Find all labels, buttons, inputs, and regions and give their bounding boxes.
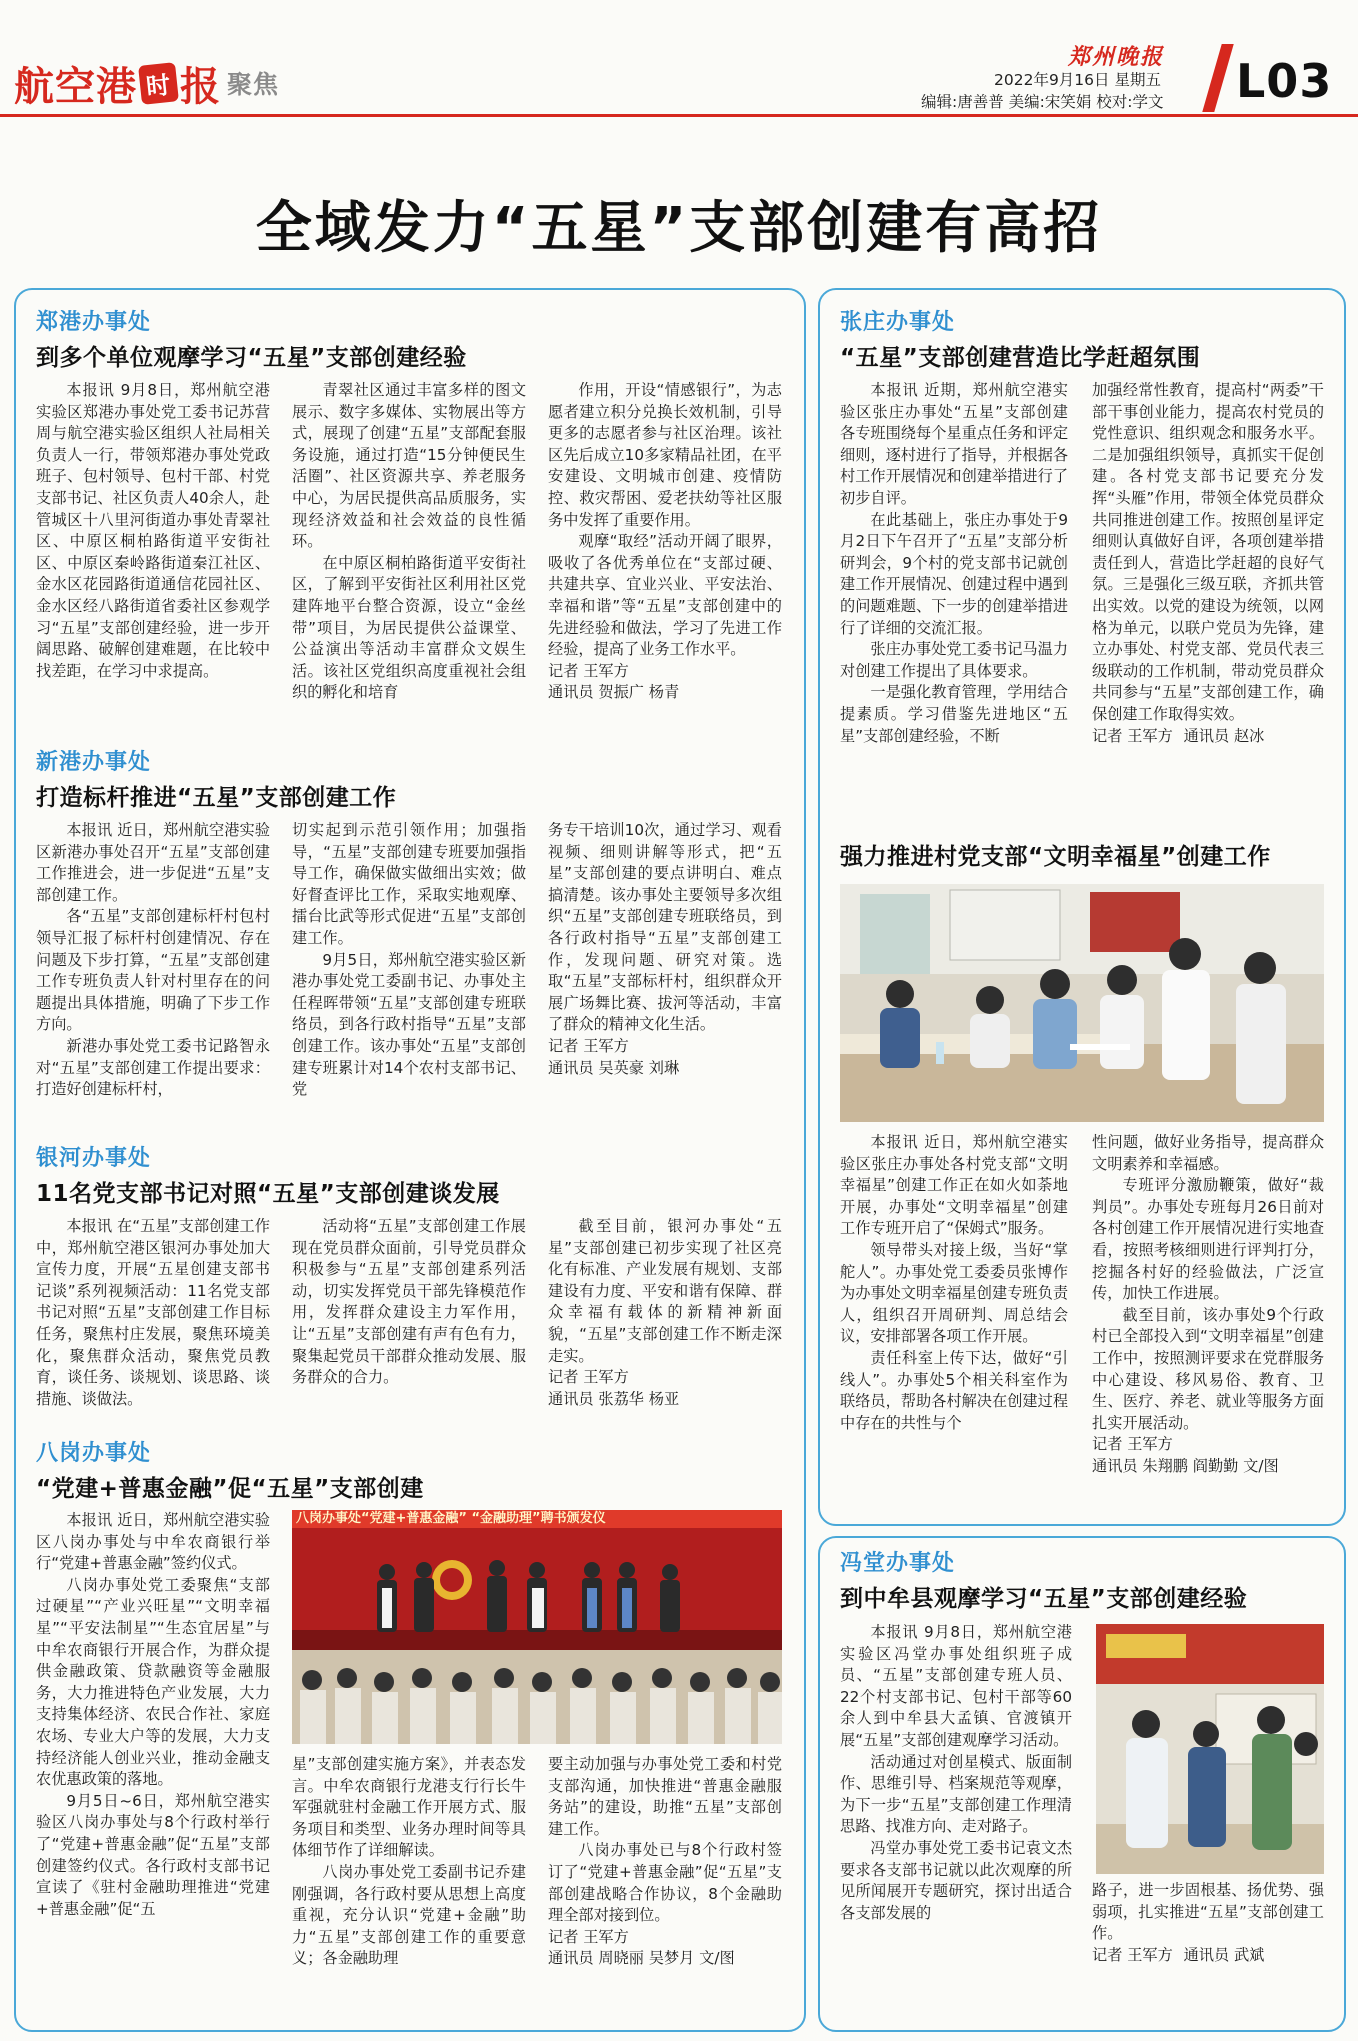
bagang-para: 八岗办事处党工委聚焦“支部过硬星”“产业兴旺星”“文明幸福星”“平安法制星”“生态宜居星”与中牟农商银行开展合作，为群众提供金融政策、贷款融资等金融服务，大力推进特色产业发展，大力支持集体经济、农民合作社、家庭农场、专业大户等的发展，大力支持经济能人创业兴业，推动金融支农优惠政策的落地。: [36, 1575, 270, 1789]
zhangzhuang-byline: [1092, 726, 1324, 748]
zhenggang-dept-label: 郑港办事处: [36, 310, 152, 335]
wenming-para: 责任科室上传下达，做好“引线人”。办事处5个相关科室作为联络员，帮助各村解决在创建过程中存在的共性与个: [840, 1348, 1068, 1432]
zhangzhuang-correspondent: 通讯员 赵冰: [1183, 726, 1265, 745]
wenming-para: 性问题，做好业务指导，提高群众文明素养和幸福感。: [1092, 1133, 1324, 1173]
zhangzhuang-reporter: 记者 王军方: [1092, 726, 1173, 745]
xingang-para: 新港办事处党工委书记路智永对“五星”支部创建工作提出要求：打造好创建标杆村，: [36, 1036, 270, 1099]
fengtang-headline: 到中牟县观摩学习“五星”支部创建经验: [840, 1586, 1248, 1612]
yinhe-headline: 11名党支部书记对照“五星”支部创建谈发展: [36, 1181, 500, 1207]
xingang-headline: 打造标杆推进“五星”支部创建工作: [36, 785, 397, 811]
zhenggang-correspondent: 通讯员 贺振广 杨青: [548, 683, 680, 702]
bagang-dept-label: 八岗办事处: [36, 1441, 152, 1466]
yinhe-reporter: 记者 王军方: [548, 1368, 629, 1387]
xingang-para: 各“五星”支部创建标杆村包村领导汇报了标杆村创建情况、存在问题及下步打算，“五星”支部创建工作专班负责人针对村里存在的问题提出具体措施，明确了下步工作方向。: [36, 907, 270, 1034]
bagang-para: 八岗办事处党工委副书记乔建刚强调，各行政村要从思想上高度重视，充分认识“党建+金融”助力“五星”支部创建工作的重要意义；各金融助理: [292, 1862, 526, 1968]
zhenggang-col-2: [292, 380, 526, 722]
zhenggang-para: 观摩“取经”活动开阔了眼界，吸收了各优秀单位在“支部过硬、共建共享、宜业兴业、平安法治、幸福和谐”等“五星”支部创建中的先进经验和做法，学习了先进工作经验，提高了业务工作水平。: [548, 532, 782, 659]
wenming-consultation-photo: [840, 884, 1324, 1122]
section-name: [14, 54, 279, 112]
wenming-headline: 强力推进村党支部“文明幸福星”创建工作: [840, 844, 1271, 870]
issue-date: 2022年9月16日 星期五: [994, 71, 1161, 89]
page-number: L03: [1236, 54, 1333, 108]
bagang-para: 9月5日~6日，郑州航空港实验区八岗办事处与8个行政村举行了“党建+普惠金融”促“五星”支部创建签约仪式。各行政村支部书记宣读了《驻村金融助理推进“党建+普惠金融”促“五: [36, 1791, 270, 1918]
zhenggang-para: 作用，开设“情感银行”，为志愿者建立积分兑换长效机制，引导更多的志愿者参与社区治理。该社区先后成立10多家精品社团，在平安建设、文明城市创建、疫情防控、救灾帮困、爱老扶幼等社区服务中发挥了重要作用。: [548, 381, 782, 529]
fengtang-observation-photo: [1096, 1624, 1324, 1874]
zhenggang-para: 青翠社区通过丰富多样的图文展示、数字多媒体、实物展出等方式，展现了创建“五星”支部配套服务设施，通过打造“15分钟便民生活圈”、社区资源共享、养老服务中心，为居民提供高品质服务，实现经济效益和社会效益的良性循环。: [292, 381, 526, 551]
zhangzhuang-para: 加强经常性教育，提高村“两委”干部干事创业能力，提高农村党员的党性意识、组织观念和服务水平。二是加强组织领导，真抓实干促创建。各村党支部书记要充分发挥“头雁”作用，带领全体党员群众共同推进创建工作。按照创星评定细则认真做好自评，各项创建举措责任到人，营造比学赶超的良好气氛。三是强化三级互联，齐抓共管出实效。以党的建设为统领，以网格为单元，以联户党员为先锋，建立办事处、村党支部、党员代表三级联动的工作机制，带动党员群众共同参与“五星”支部创建工作，确保创建工作取得实效。: [1092, 381, 1324, 723]
xingang-para: 切实起到示范引领作用；加强指导，“五星”支部创建专班要加强指导工作，确保做实做细出实效；做好督查评比工作，采取实地观摩、擂台比武等形式促进“五星”支部创建工作。: [292, 821, 526, 947]
bagang-col-3: [548, 1754, 782, 2022]
fengtang-para: 活动通过对创星模式、版面制作、思维引导、档案规范等观摩，为下一步“五星”支部创建工作理清思路、找准方向、走对路子。: [840, 1752, 1072, 1836]
paper-logo: 郑州晚报: [1068, 44, 1165, 70]
zhenggang-col-1: [36, 380, 270, 722]
wenming-para: 领导带头对接上级，当好“掌舵人”。办事处党工委委员张博作为办事处文明幸福星创建专班负责人，组织召开周研判、周总结会议，安排部署各项工作开展。: [840, 1240, 1068, 1346]
bagang-signing-ceremony-photo: [292, 1510, 782, 1744]
fengtang-col-1: [840, 1622, 1072, 2022]
bagang-correspondent: 通讯员 周晓丽 吴梦月 文/图: [548, 1949, 735, 1968]
yinhe-para: 截至目前，银河办事处“五星”支部创建已初步实现了社区亮化有标准、产业发展有规划、支部建设有力度、平安和谐有保障、群众幸福有载体的新精神新面貌，“五星”支部创建工作不断走深走实。: [548, 1217, 782, 1365]
section-name-part1: 航空港: [14, 63, 137, 110]
yinhe-para: 本报讯 在“五星”支部创建工作中，郑州航空港区银河办事处加大宣传力度，开展“五星创建支部书记谈”系列视频活动：11名党支部书记对照“五星”支部创建工作目标任务，聚焦村庄发展，聚焦环境美化，聚焦群众活动，聚焦党员教育，谈任务、谈规划、谈思路、谈措施、谈做法。: [36, 1217, 270, 1408]
wenming-photo-scene: [840, 884, 1324, 1122]
fengtang-para: 本报讯 9月8日，郑州航空港实验区冯堂办事处组织班子成员、“五星”支部创建专班人员、22个村支部书记、包村干部等60余人到中牟县大孟镇、官渡镇开展“五星”支部创建观摩学习活动。: [840, 1623, 1072, 1749]
masthead: [0, 0, 1358, 118]
wenming-col-2: [1092, 1132, 1324, 1512]
fengtang-col-2: [1092, 1880, 1324, 2022]
zhenggang-para: 在中原区桐柏路街道平安街社区，了解到平安街社区利用社区党建阵地平台整合资源，设立“金丝带”项目，为居民提供公益课堂、公益演出等活动丰富群众文娱生活。该社区党组织高度重视社会组织的孵化和培育: [292, 553, 526, 702]
fengtang-dept-label: 冯堂办事处: [840, 1551, 956, 1576]
bagang-photo-scene: [292, 1510, 782, 1744]
fengtang-byline: [1092, 1945, 1324, 1967]
page-divider-slash: [1202, 44, 1233, 112]
bagang-para: 八岗办事处已与8个行政村签订了“党建+普惠金融”促“五星”支部创建战略合作协议，8个金融助理全部对接到位。: [548, 1841, 782, 1925]
section-name-part2: 报: [180, 63, 221, 110]
xingang-dept-label: 新港办事处: [36, 750, 152, 775]
xingang-para: 务专干培训10次，通过学习、观看视频、细则讲解等形式，把“五星”支部创建的要点讲明白、难点搞清楚。该办事处主要领导多次组织“五星”支部创建专班联络员，到各行政村指导“五星”支部创建工作，发现问题、研究对策。选取“五星”支部标杆村，组织群众开展广场舞比赛、拔河等活动，丰富了群众的精神文化生活。: [548, 821, 782, 1034]
bagang-para: 本报讯 近日，郑州航空港实验区八岗办事处与中牟农商银行举行“党建+普惠金融”签约仪式。: [36, 1511, 270, 1573]
yinhe-correspondent: 通讯员 张荔华 杨亚: [548, 1389, 680, 1408]
fengtang-photo-scene: [1096, 1624, 1324, 1874]
fengtang-para: 路子，进一步固根基、扬优势、强弱项，扎实推进“五星”支部创建工作。: [1092, 1881, 1324, 1943]
zhangzhuang-para: 本报讯 近期，郑州航空港实验区张庄办事处“五星”支部创建各专班围绕每个星重点任务和评定细则，逐村进行了指导，并根据各村工作开展情况和创建举措进行了初步自评。: [840, 381, 1068, 507]
zhangzhuang-headline: “五星”支部创建营造比学赶超氛围: [840, 345, 1201, 371]
zhenggang-para: 本报讯 9月8日，郑州航空港实验区郑港办事处党工委书记苏营周与航空港实验区组织人社局相关负责人一行，带领郑港办事处党政班子、包村领导、包村干部、村党支部书记、社区负责人40余人，赴管城区十八里河街道办事处青翠社区、中原区桐柏路街道平安街社区、中原区秦岭路街道秦江社区、金水区花园路街道通信花园社区、金水区经八路街道省委社区参观学习“五星”支部创建经验，进一步开阔思路、破解创建难题，在比较中找差距，在学习中求提高。: [36, 381, 270, 680]
section-tag-badge: 时: [138, 62, 179, 105]
wenming-para: 本报讯 近日，郑州航空港实验区张庄办事处各村党支部“文明幸福星”创建工作正在如火如荼地开展，办事处“文明幸福星”创建工作专班开启了“保姆式”服务。: [840, 1133, 1068, 1238]
yinhe-col-1: [36, 1216, 270, 1434]
yinhe-para: 活动将“五星”支部创建工作展现在党员群众面前，引导党员群众积极参与“五星”支部创建系列活动，切实发挥党员干部先锋模范作用，发挥群众建设主力军作用，让“五星”支部创建有声有色有力，聚集起党员干部群众推动发展、服务群众的合力。: [292, 1217, 526, 1387]
zhangzhuang-para: 一是强化教育管理，学用结合提素质。学习借鉴先进地区“五星”支部创建经验，不断: [840, 683, 1068, 745]
bagang-photo-banner-text: 八岗办事处“党建+普惠金融” “金融助理”聘书颁发仪: [296, 1511, 606, 1526]
zhangzhuang-dept-label: 张庄办事处: [840, 310, 956, 335]
zhenggang-col-3: [548, 380, 782, 722]
bagang-para: 要主动加强与办事处党工委和村党支部沟通，加快推进“普惠金融服务站”的建设，助推“五星”支部创建工作。: [548, 1755, 782, 1838]
wenming-para: 截至目前，该办事处9个行政村已全部投入到“文明幸福星”创建工作中，按照测评要求在党群服务中心建设、移风易俗、教育、卫生、医疗、养老、就业等服务方面扎实开展活动。: [1092, 1305, 1324, 1432]
xingang-para: 9月5日，郑州航空港实验区新港办事处党工委副书记、办事处主任程晖带领“五星”支部创建专班联络员，到各行政村指导“五星”支部创建工作。该办事处“五星”支部创建专班累计对14个农村支部书记、党: [292, 950, 526, 1099]
yinhe-dept-label: 银河办事处: [36, 1146, 152, 1171]
xingang-correspondent: 通讯员 吴英豪 刘琳: [548, 1058, 680, 1077]
wenming-reporter: 记者 王军方: [1092, 1435, 1173, 1454]
zhangzhuang-para: 在此基础上，张庄办事处于9月2日下午召开了“五星”支部分析研判会，9个村的党支部书记就创建工作开展情况、创建过程中遇到的问题难题、下一步的创建举措进行了详细的交流汇报。: [840, 510, 1068, 637]
zhenggang-headline: 到多个单位观摩学习“五星”支部创建经验: [36, 345, 467, 371]
xingang-col-1: [36, 820, 270, 1118]
zhangzhuang-para: 张庄办事处党工委书记马温力对创建工作提出了具体要求。: [840, 640, 1068, 680]
wenming-correspondent: 通讯员 朱翔鹏 阎勤勤 文/图: [1092, 1456, 1279, 1475]
zhangzhuang-col-2: [1092, 380, 1324, 808]
xingang-para: 本报讯 近日，郑州航空港实验区新港办事处召开“五星”支部创建工作推进会，进一步促进“五星”支部创建工作。: [36, 821, 270, 904]
masthead-rule: [0, 114, 1358, 117]
xingang-col-3: [548, 820, 782, 1118]
zhangzhuang-col-1: [840, 380, 1068, 808]
fengtang-para: 冯堂办事处党工委书记袁文杰要求各支部书记就以此次观摩的所见所闻展开专题研究，探讨出适合各支部发展的: [840, 1838, 1072, 1922]
main-title: 全域发力“五星”支部创建有高招: [255, 196, 1103, 261]
bagang-para: 星”支部创建实施方案》，并表态发言。中牟农商银行龙港支行行长牛军强就驻村金融工作开展方式、服务项目和类型、业务办理时间等具体细节作了详细解读。: [292, 1755, 526, 1860]
yinhe-col-2: [292, 1216, 526, 1434]
zhenggang-reporter: 记者 王军方: [548, 661, 629, 680]
section-subtitle: 聚焦: [227, 70, 280, 99]
bagang-col-1: [36, 1510, 270, 2022]
bagang-reporter: 记者 王军方: [548, 1927, 629, 1946]
bagang-headline: “党建+普惠金融”促“五星”支部创建: [36, 1476, 424, 1502]
yinhe-col-3: [548, 1216, 782, 1434]
fengtang-correspondent: 通讯员 武斌: [1183, 1945, 1265, 1964]
wenming-col-1: [840, 1132, 1068, 1512]
fengtang-reporter: 记者 王军方: [1092, 1945, 1173, 1964]
wenming-para: 专班评分激励鞭策，做好“裁判员”。办事处专班每月26日前对各村创建工作开展情况进行实地查看，按照考核细则进行评判打分，挖掘各村好的经验做法，广泛宣传，加快工作进展。: [1092, 1176, 1324, 1303]
bagang-col-2: [292, 1754, 526, 2022]
xingang-col-2: [292, 820, 526, 1118]
xingang-reporter: 记者 王军方: [548, 1036, 629, 1055]
editors-credit: 编辑:唐善普 美编:宋笑娟 校对:学文: [921, 93, 1164, 111]
